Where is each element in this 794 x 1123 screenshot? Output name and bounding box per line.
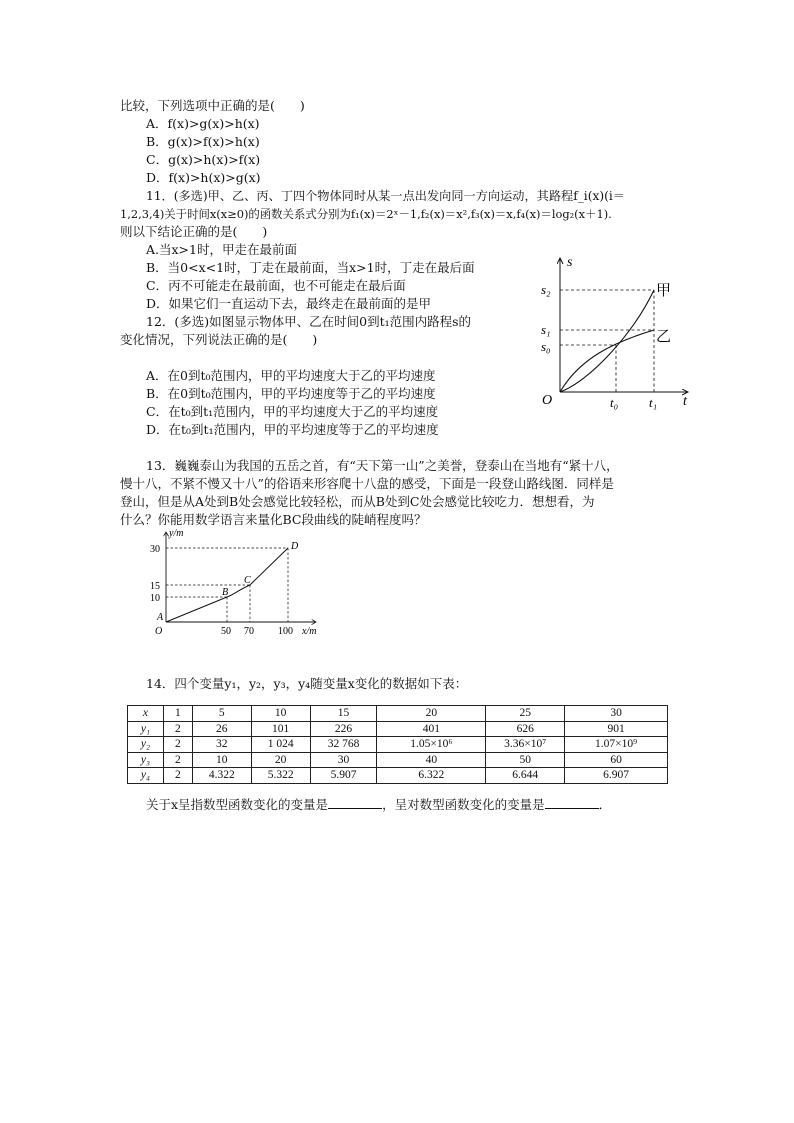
q14-answer-end: ． [598,797,612,812]
table-cell: 30 [565,706,668,722]
q14-answer-part1: 关于x呈指数型函数变化的变量是 [146,797,329,812]
origin-label: O [155,626,163,637]
table-cell: 6.322 [377,768,486,784]
table-row [128,768,668,784]
q11-option-b: B．当0<x<1时，丁走在最前面，当x>1时，丁走在最后面 [146,260,475,275]
table-cell: 20 [377,706,486,722]
answer-blank-logarithmic[interactable] [545,797,599,809]
table-cell: y₄ [128,768,164,784]
table-cell: 1.05×10⁶ [377,737,486,753]
t1-label: t₁ [649,395,658,410]
y-tick-30: 30 [150,544,160,555]
point-b-label: B [222,587,229,598]
table-cell: 3.36×10⁷ [486,737,565,753]
point-a-label: A [157,612,164,623]
q12-option-c: C．在t₀到t₁范围内，甲的平均速度大于乙的平均速度 [146,404,439,419]
x-tick-100: 100 [278,626,293,637]
table-cell: 101 [251,721,310,737]
q14-answer-part2: ，呈对数型函数变化的变量是 [382,797,545,812]
table-cell: 5.322 [251,768,310,784]
table-cell: 15 [310,706,377,722]
table-cell: 5 [192,706,251,722]
s2-label: s₂ [541,282,551,297]
table-cell: 2 [163,737,192,753]
table-cell: 10 [251,706,310,722]
q12-line1: 12．(多选)如图显示物体甲、乙在时间0到t₁范围内路程s的 [146,314,472,329]
table-cell: 26 [192,721,251,737]
q14-data-table [127,705,668,784]
point-d-label: D [291,541,299,552]
table-cell: 20 [251,752,310,768]
table-row [128,752,668,768]
q11-line3: 则以下结论正确的是( ) [120,224,268,239]
y-axis-label: y/m [169,528,184,539]
table-cell: 4.322 [192,768,251,784]
table-cell: 32 [192,737,251,753]
curve-yi [560,330,654,392]
origin-label: O [542,393,553,408]
table-cell: 5.907 [310,768,377,784]
table-cell: x [128,706,164,722]
s0-label: s₀ [541,339,551,354]
q14-stem: 14．四个变量y₁，y₂，y₃，y₄随变量x变化的数据如下表： [146,676,468,691]
table-cell: 50 [486,752,565,768]
table-header-row [128,706,668,722]
table-cell: y₁ [128,721,164,737]
q11-line1: 11．(多选)甲、乙、丙、丁四个物体同时从某一点出发向同一方向运动，其路程f_i(x)(i＝ [146,189,625,203]
q11-option-a: A.当x>1时，甲走在最前面 [146,242,297,257]
yi-label: 乙 [656,329,672,345]
q13-line1: 13．巍巍泰山为我国的五岳之首，有“天下第一山”之美誉，登泰山在当地有“紧十八， [146,458,619,473]
table-cell: 2 [163,752,192,768]
answer-blank-exponential[interactable] [328,797,382,809]
x-tick-50: 50 [221,626,231,637]
q10-option-a: A．f(x)>g(x)>h(x) [146,116,260,131]
q12-option-b: B．在0到t₀范围内，甲的平均速度等于乙的平均速度 [146,386,436,401]
table-cell: 2 [163,721,192,737]
q12-option-d: D．在t₀到t₁范围内，甲的平均速度等于乙的平均速度 [146,422,439,437]
table-cell: 901 [565,721,668,737]
table-cell: 30 [310,752,377,768]
table-cell: 1 [163,706,192,722]
q14-answer-line [146,797,611,813]
q13-line2: 慢十八，不紧不慢又十八”的俗语来形容爬十八盘的感受，下面是一段登山路线图．同样是 [120,476,614,491]
table-cell: 626 [486,721,565,737]
table-cell: 6.907 [565,768,668,784]
q13-mountain-route-graph [140,528,330,640]
s-axis-label: s [567,255,573,270]
table-row [128,737,668,753]
y-tick-15: 15 [150,581,160,592]
guide-lines [560,290,654,392]
table-cell: 2 [163,768,192,784]
q10-option-b: B．g(x)>f(x)>h(x) [146,134,260,149]
q12-distance-time-graph [528,250,706,415]
table-cell: 401 [377,721,486,737]
table-cell: 60 [565,752,668,768]
q11-option-d: D．如果它们一直运动下去，最终走在最前面的是甲 [146,296,432,311]
q11-option-c: C．丙不可能走在最前面，也不可能走在最后面 [146,278,406,293]
table-cell: 226 [310,721,377,737]
jia-label: 甲 [656,283,672,299]
q11-line2: 1,2,3,4)关于时间x(x≥0)的函数关系式分别为f₁(x)＝2ˣ－1,f₂(x)＝x²,f₃(x)＝x,f₄(x)＝log₂(x＋1). [120,207,612,221]
y-tick-10: 10 [150,593,160,604]
q10-option-d: D．f(x)>h(x)>g(x) [146,170,261,185]
table-cell: 1.07×10⁹ [565,737,668,753]
table-cell: y₃ [128,752,164,768]
table-cell: 40 [377,752,486,768]
table-cell: 25 [486,706,565,722]
q12-option-a: A．在0到t₀范围内，甲的平均速度大于乙的平均速度 [146,368,436,383]
s1-label: s₁ [541,322,551,337]
x-axis-label: x/m [302,626,317,637]
table-cell: 10 [192,752,251,768]
point-c-label: C [244,575,251,586]
table-cell: 6.644 [486,768,565,784]
q13-line4: 什么？你能用数学语言来量化BC段曲线的陡峭程度吗？ [120,512,427,527]
x-tick-70: 70 [244,626,254,637]
table-row [128,721,668,737]
curve-jia [560,290,654,392]
table-cell: y₂ [128,737,164,753]
t-axis-label: t [683,394,687,409]
guide-lines [166,548,288,622]
q10-option-c: C．g(x)>h(x)>f(x) [146,152,261,167]
t0-label: t₀ [610,395,619,410]
q12-line2: 变化情况，下列说法正确的是( ) [120,332,318,347]
q10-stem-tail: 比较，下列选项中正确的是( ) [120,98,305,113]
table-cell: 32 768 [310,737,377,753]
q13-line3: 登山，但是从A处到B处会感觉比较轻松，而从B处到C处会感觉比较吃力．想想看，为 [120,494,595,509]
table-cell: 1 024 [251,737,310,753]
